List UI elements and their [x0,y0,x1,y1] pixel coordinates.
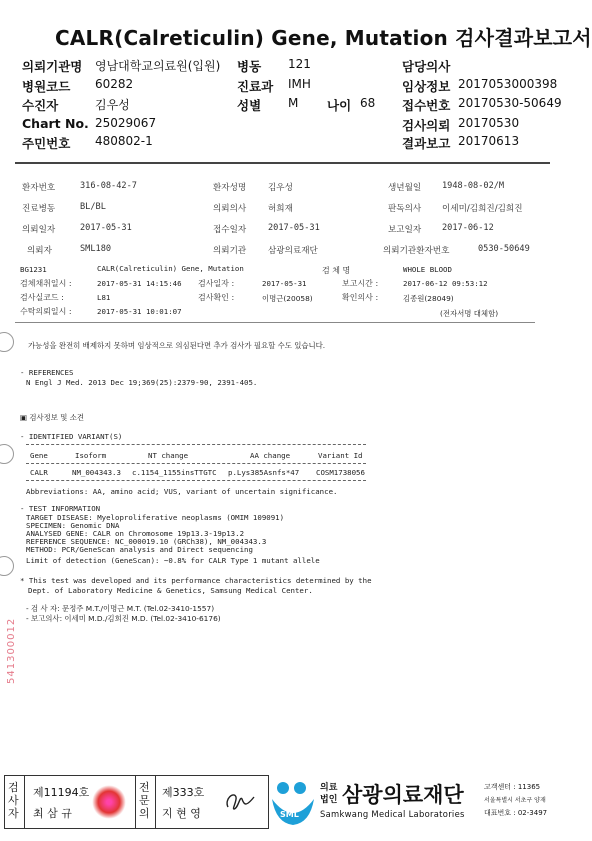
info-label: 의뢰자 [27,246,52,256]
report-date-value: 20170613 [458,134,520,148]
confirm-label: 검사확인 : [198,293,235,302]
info-label: 환자성명 [213,183,247,193]
dev-note-line: * This test was developed and its performance characteristics determined by the [20,576,372,585]
report-title: CALR(Calreticulin) Gene, Mutation 검사결과보고서 [55,26,592,50]
info-label: 의뢰기관환자번호 [383,246,450,256]
info-label: 의뢰일자 [22,225,56,235]
info-label: 생년월일 [388,183,422,193]
chart-label: Chart No. [22,116,89,131]
doctor-label: 담당의사 [402,59,451,74]
dept-value: IMH [288,77,311,91]
info-value: 316-08-42-7 [80,181,137,191]
age-value: 68 [360,96,376,110]
test-info-line: Limit of detection (GeneScan): ~0.8% for CALR Type 1 mutant allele [26,556,320,565]
test-code: BG1231 [20,265,47,274]
receipt-no-label: 접수번호 [402,98,451,113]
abbreviations: Abbreviations: AA, amino acid; VUS, variant of uncertain significance. [26,487,338,496]
info-value: 삼광의료재단 [268,246,318,256]
e-sign-note: (전자서명 대체함) [440,309,499,318]
box-divider [135,775,136,828]
dept-label: 진료과 [237,79,274,94]
test-info-label: - TEST INFORMATION [20,504,101,513]
col-header: NT change [148,451,189,460]
tel-line: 대표번호 : 02-3497 [484,809,548,817]
table-cell: NM_004343.3 [72,468,121,477]
report-date-label: 결과보고 [402,136,451,151]
collect-label: 검체채취일시 : [20,279,72,288]
box-divider [155,775,156,828]
org-name: 삼광의료재단 [342,783,464,807]
clinical-info-label: 임상정보 [402,79,451,94]
request-time-label: 수탁의뢰일시 : [20,307,72,316]
tel-line: 고객센터 : 11365 [484,783,541,791]
tester-license-no: 제11194호 [33,786,90,799]
request-date-label: 검사의뢰 [402,118,451,133]
receive-value: 2017-05-31 [262,279,307,288]
notice-text: 가능성을 완전히 배제하지 못하며 임상적으로 의심된다면 추가 검사가 필요할 수도 있습니다. [28,341,326,350]
col-header: Variant Id [318,451,363,460]
expert-vertical-label: 전문의 [139,781,150,820]
identified-label: - IDENTIFIED VARIANT(S) [20,432,123,441]
signer-line: - 보고의사: 이세미 M.D./김희진 M.D. (Tel.02-3410-6176) [26,614,221,623]
test-info-line: ANALYSED GENE: CALR on Chromosome 19p13.3-19p13.2 [26,529,245,538]
confirm-doctor-value: 김종원(28049) [403,294,454,303]
seal-stamp [92,785,126,819]
table-rule [26,444,366,445]
chart-value: 25029067 [95,116,157,130]
col-header: Isoform [75,451,107,460]
table-cell: p.Lys385Asnfs*47 [228,468,300,477]
patient-label: 수진자 [22,98,59,113]
info-value: 2017-06-12 [442,223,494,233]
address-line: 서울특별시 서초구 양재 [484,797,546,804]
tester-code-label: 검사실코드 : [20,293,64,302]
signature-icon [222,789,258,815]
info-label: 보고일자 [388,225,422,235]
specimen-value: WHOLE BLOOD [403,265,452,274]
org-small-2: 법인 [320,795,338,805]
info-label: 의뢰기관 [213,246,247,256]
table-cell: c.1154_1155insTTGTC [132,468,217,477]
ward-label: 병동 [237,59,262,74]
age-label: 나이 [327,98,352,113]
info-value: 2017-05-31 [80,223,132,233]
test-name: CALR(Calreticulin) Gene, Mutation [97,264,244,273]
test-info-line: SPECIMEN: Genomic DNA [26,521,120,530]
institution-label: 의뢰기관명 [22,59,83,74]
table-rule [26,480,366,481]
confirm-doctor-label: 확인의사 : [342,293,379,302]
receive-label: 검사일자 : [198,279,235,288]
test-info-line: TARGET DISEASE: Myeloproliferative neoplasms (OMIM 109091) [26,513,285,522]
table-cell: CALR [30,468,48,477]
punch-hole [0,444,14,464]
dev-note-line: Dept. of Laboratory Medicine & Genetics, Samsung Medical Center. [28,586,313,595]
collect-value: 2017-05-31 14:15:46 [97,279,182,288]
box-divider [24,775,25,828]
section-title: ▣ 검사정보 및 소견 [20,413,85,422]
tester-code-value: L81 [97,293,111,302]
table-rule [26,463,366,464]
info-label: 환자번호 [22,183,56,193]
info-value: 0530-50649 [478,244,530,254]
info-label: 진료병동 [22,204,56,214]
rrn-label: 주민번호 [22,136,71,151]
info-value: 이세미/김희진/김희진 [442,204,523,214]
references-text: N Engl J Med. 2013 Dec 19;369(25):2379-90, 2391-405. [26,378,258,387]
test-divider [15,322,535,323]
tester-vertical-label: 검사자 [8,781,19,820]
info-value: 2017-05-31 [268,223,320,233]
test-info-line: REFERENCE SEQUENCE: NC_000019.10 (GRCh38), NM_004343.3 [26,537,267,546]
info-label: 접수일자 [213,225,247,235]
sml-logo-icon [270,779,316,829]
receipt-no-value: 20170530-50649 [458,96,562,110]
info-value: 1948-08-02/M [442,181,505,191]
info-value: 김우성 [268,183,293,193]
hospital-code-label: 병원코드 [22,79,71,94]
request-time-value: 2017-05-31 10:01:07 [97,307,182,316]
signer-line: - 검 사 자: 문정주 M.T./이명근 M.T. (Tel.02-3410-1557) [26,604,215,613]
footer [0,775,550,841]
sex-value: M [288,96,299,110]
col-header: AA change [250,451,291,460]
references-label: - REFERENCES [20,368,74,377]
col-header: Gene [30,451,48,460]
side-serial-number: 541300012 [6,617,17,684]
org-small-1: 의료 [320,783,338,793]
info-label: 의뢰의사 [213,204,247,214]
expert-name: 지 현 영 [162,807,201,820]
hospital-code-value: 60282 [95,77,134,91]
expert-license-no: 제333호 [162,786,205,799]
logo-text: SML [280,810,299,819]
confirm-value: 이명근(20058) [262,294,313,303]
punch-hole [0,556,14,576]
request-date-value: 20170530 [458,116,520,130]
info-value: 허희재 [268,204,293,214]
patient-value: 김우성 [95,98,130,112]
sex-label: 성별 [237,98,262,113]
ward-value: 121 [288,57,311,71]
tester-name: 최 삼 규 [33,807,72,820]
header-divider [15,162,550,164]
report-time-value: 2017-06-12 09:53:12 [403,279,488,288]
report-time-label: 보고시간 : [342,279,379,288]
org-english-name: Samkwang Medical Laboratories [320,809,465,819]
institution-value: 영남대학교의료원(입원) [95,59,221,73]
info-value: SML180 [80,244,112,254]
test-info-line: METHOD: PCR/GeneScan analysis and Direct sequencing [26,545,253,554]
specimen-label: 검 체 명 [322,266,351,275]
info-value: BL/BL [80,202,106,212]
punch-hole [0,332,14,352]
rrn-value: 480802-1 [95,134,153,148]
info-label: 판독의사 [388,204,422,214]
table-cell: COSM1738056 [316,468,365,477]
clinical-info-value: 2017053000398 [458,77,558,91]
